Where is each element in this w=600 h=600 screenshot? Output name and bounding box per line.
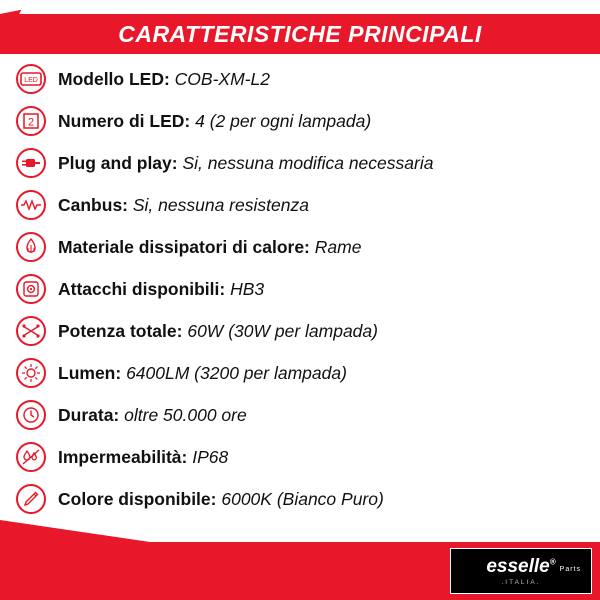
number-two-icon [16,106,46,136]
list-item-text [58,363,347,384]
plug-icon [16,148,46,178]
header-banner [0,14,600,54]
list-item-label: Numero di LED: [58,110,191,131]
list-item-label: Canbus: [58,194,128,215]
list-item-label: Colore disponibile: [58,488,217,509]
list-item-value: oltre 50.000 ore [124,404,247,425]
page-title: CARATTERISTICHE PRINCIPALI [118,20,482,47]
list-item-value: Rame [314,236,362,257]
socket-icon [16,274,46,304]
resistor-wave-icon [16,190,46,220]
list-item-label: Lumen: [58,362,122,383]
list-item-label: Modello LED: [58,68,170,89]
list-item [0,268,600,310]
list-item-value: COB-XM-L2 [174,68,270,89]
list-item [0,226,600,268]
list-item-label: Durata: [58,404,120,425]
list-item-text [58,111,371,132]
list-item-text [58,405,247,426]
list-item-text [58,489,384,510]
waterproof-icon [16,442,46,472]
list-item-text [58,153,433,174]
list-item-value: 6000K (Bianco Puro) [221,488,384,509]
feature-list [0,58,600,520]
list-item-label: Materiale dissipatori di calore: [58,236,310,257]
top-white-strip [0,0,600,14]
list-item [0,394,600,436]
list-item [0,142,600,184]
list-item-text [58,69,270,90]
logo-tagline: .ITALIA. [501,578,541,586]
list-item-text [58,195,309,216]
list-item-label: Impermeabilità: [58,446,188,467]
logo-registered-mark: ® [549,557,556,567]
clock-icon [16,400,46,430]
power-icon [16,316,46,346]
footer-wedge [0,520,150,542]
list-item-label: Attacchi disponibili: [58,278,226,299]
list-item-text [58,237,361,258]
list-item [0,478,600,520]
list-item-value: IP68 [192,446,229,467]
led-chip-icon [16,64,46,94]
list-item-label: Plug and play: [58,152,178,173]
list-item-value: Si, nessuna resistenza [132,194,309,215]
list-item-text [58,321,378,342]
svg-text:LED: LED [24,77,38,84]
list-item [0,58,600,100]
list-item [0,100,600,142]
list-item-label: Potenza totale: [58,320,183,341]
logo-parts-text: Parts [559,566,581,573]
brand-logo [450,548,592,594]
svg-text:2: 2 [27,116,35,129]
list-item-value: Si, nessuna modifica necessaria [182,152,434,173]
list-item-value: 60W (30W per lampada) [187,320,378,341]
list-item-text [58,447,228,468]
logo-brand-text [486,557,555,576]
list-item-value: 4 (2 per ogni lampada) [195,110,372,131]
list-item-value: HB3 [230,278,265,299]
heatsink-icon [16,232,46,262]
list-item [0,352,600,394]
logo-brand-name: esselle [486,555,550,577]
color-pen-icon [16,484,46,514]
list-item [0,184,600,226]
list-item [0,436,600,478]
list-item-text [58,279,264,300]
list-item-value: 6400LM (3200 per lampada) [126,362,347,383]
brightness-icon [16,358,46,388]
list-item [0,310,600,352]
